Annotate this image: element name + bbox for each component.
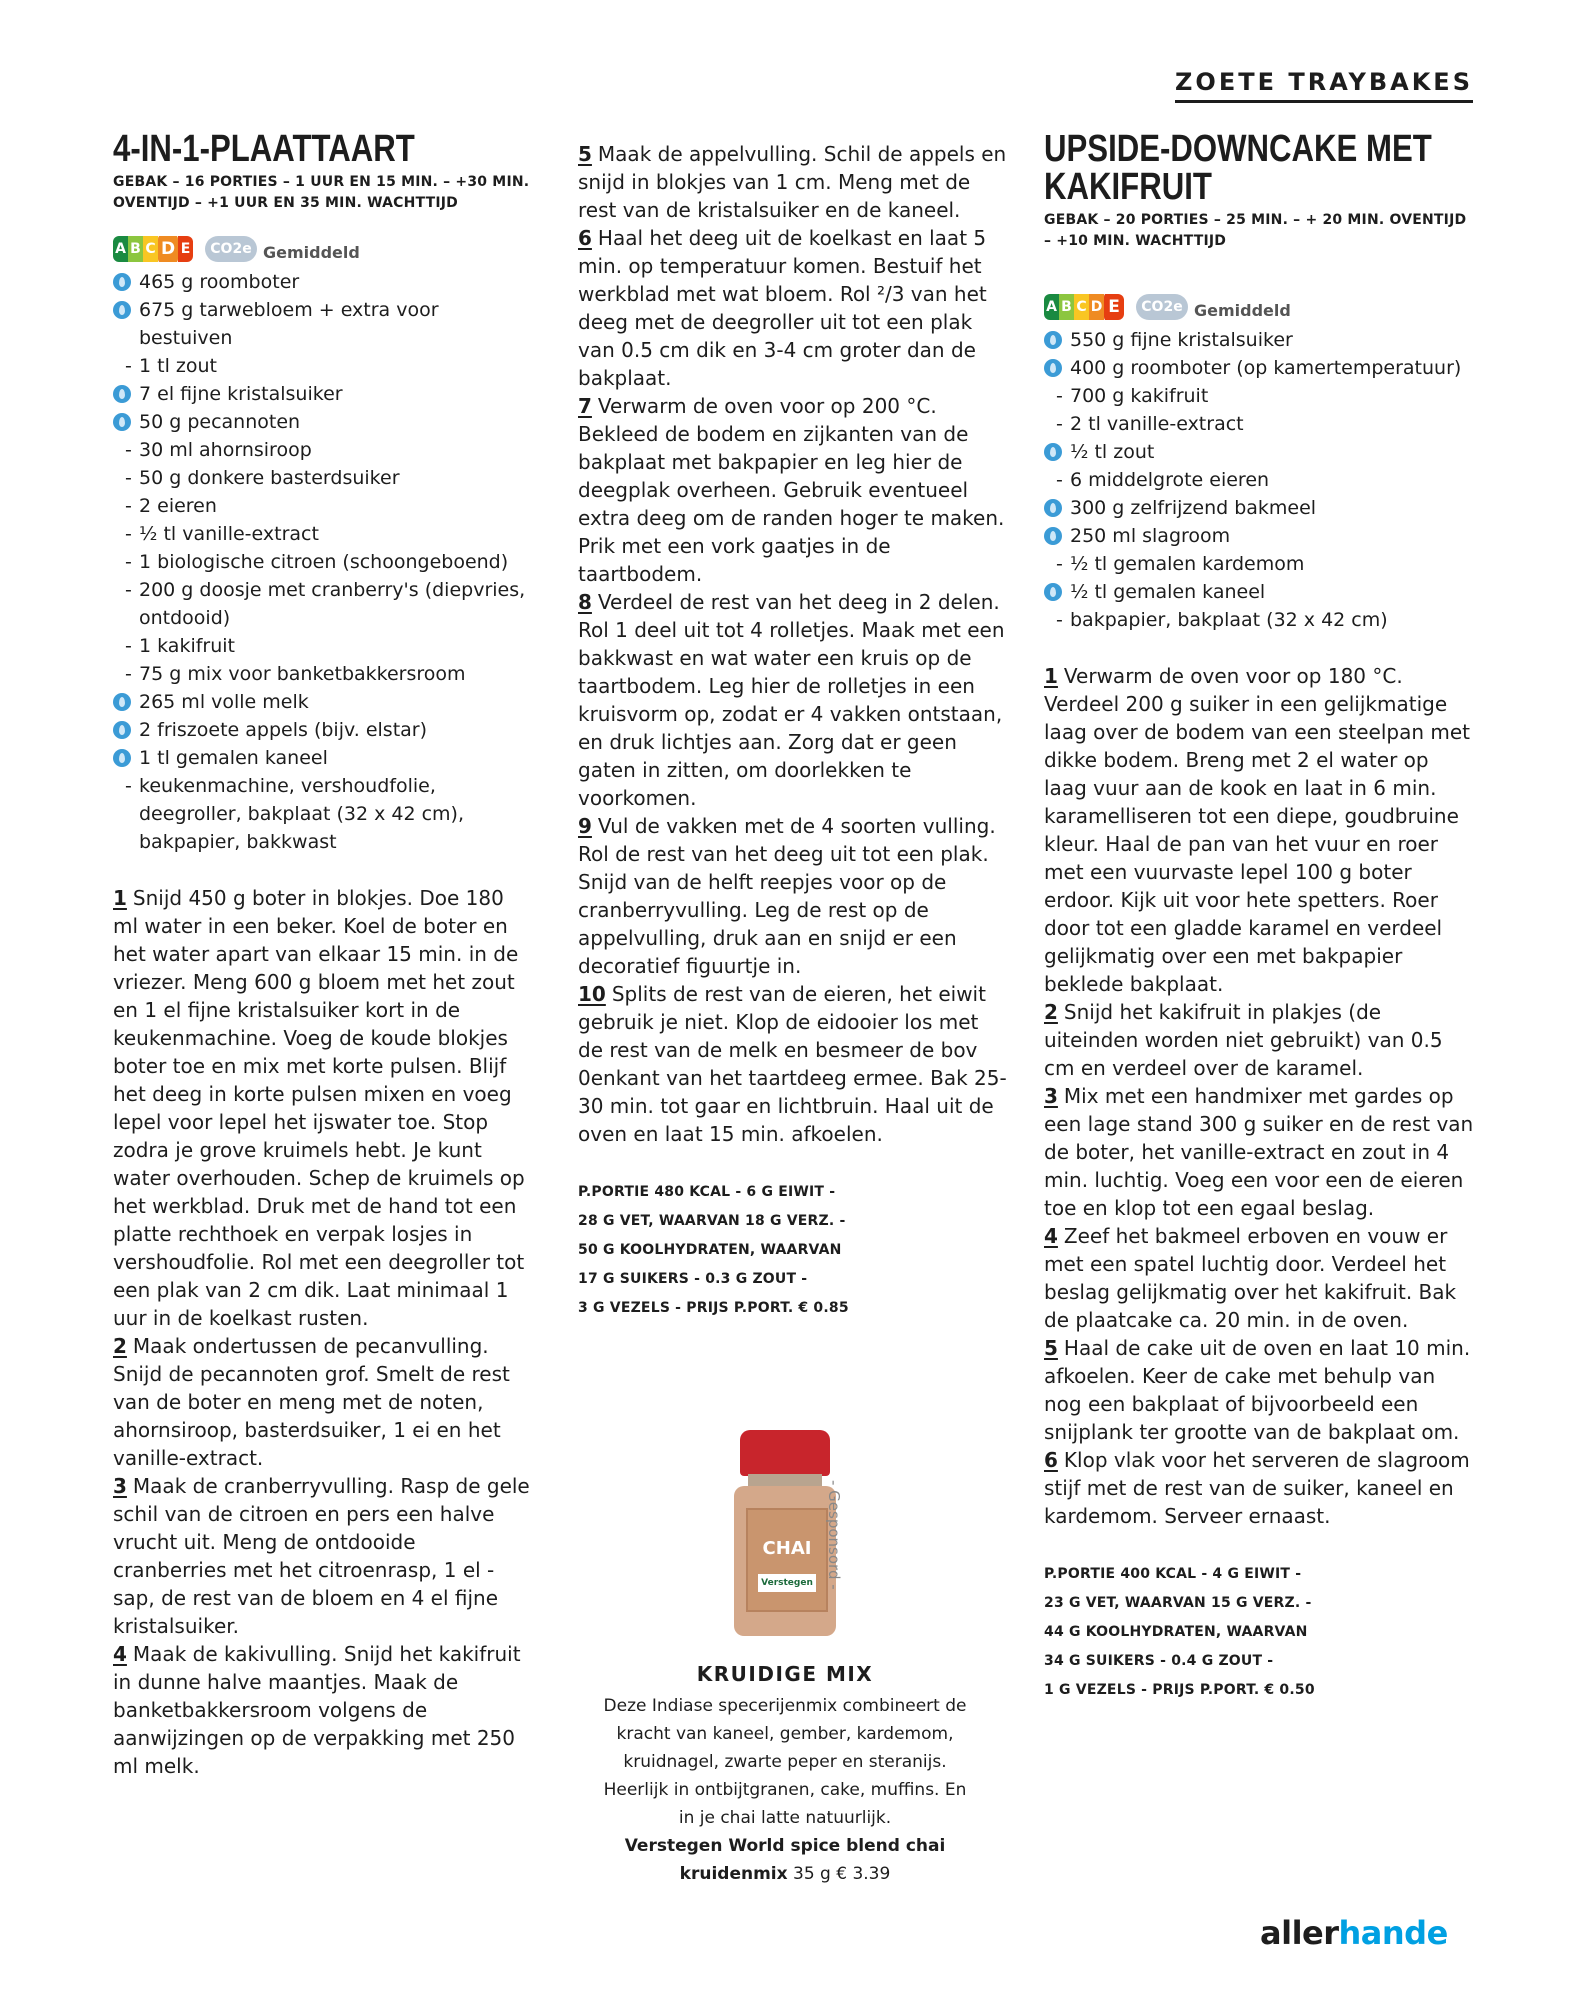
dash-icon: - [1056,413,1063,435]
recipe1-badges [113,228,533,262]
step-9 [578,812,1008,980]
ingredient-text: 2 eieren [139,495,217,517]
step-number: 6 [1044,1448,1058,1472]
nutri-score-d: D [158,236,178,262]
product-title: KRUIDIGE MIX [696,1662,874,1686]
recipe2-nutrition [1044,1560,1476,1705]
step-text: Snijd het kakifruit in plakjes (de uiteinden worden niet gebruikt) van 0.5 cm en verdeel over de karamel. [1044,1000,1443,1080]
step-text: Splits de rest van de eieren, het eiwit gebruik je niet. Klop de eidooier los met de rest van de melk en besmeer de bov 0enkant van het taartdeeg ermee. Bak 25-30 min. tot gaar en lichtbruin. Haal uit de oven en laat 15 min. afkoelen. [578,982,1007,1146]
ingredient-text: 200 g doosje met cranberry's (diepvries, ontdooid) [139,579,526,629]
dash-icon: - [125,355,132,377]
ingredient-text: ½ tl vanille-extract [139,523,319,545]
ingredient-drop-icon [113,749,131,767]
ingredient-text: ½ tl gemalen kardemom [1070,553,1305,575]
nutrition-line: 3 G VEZELS - PRIJS P.PORT. € 0.85 [578,1300,849,1316]
product-promo [600,1430,970,1888]
nutrition-line: 23 G VET, WAARVAN 15 G VERZ. - [1044,1595,1312,1611]
ingredient-text: 75 g mix voor banketbakkersroom [139,663,466,685]
recipe1-ingredients [113,268,533,856]
nutri-score [1044,294,1124,320]
ingredient-text: 700 g kakifruit [1070,385,1209,407]
step-text: Verwarm de oven voor op 200 °C. Bekleed de bodem en zijkanten van de bakplaat met bakpapier en leg hier de deegplak overheen. Gebruik eventueel extra deeg om de randen hoger te maken. Prik met een vork gaatjes in de taartbodem. [578,394,1005,586]
section-label: ZOETE TRAYBAKES [1175,68,1473,103]
recipe2-steps [1044,662,1476,1530]
nutrition-line: 17 G SUIKERS - 0.3 G ZOUT - [578,1271,808,1287]
ingredient-item [113,576,533,632]
step-number: 6 [578,226,592,250]
ingredient-drop-icon [1044,583,1062,601]
step-number: 1 [113,886,127,910]
step-text: Haal de cake uit de oven en laat 10 min. afkoelen. Keer de cake met behulp van nog een bakplaat of bijvoorbeeld een snijplank ter grootte van de bakplaat om. [1044,1336,1471,1444]
dash-icon: - [125,467,132,489]
dash-icon: - [125,551,132,573]
ingredient-text: 250 ml slagroom [1070,525,1231,547]
ingredient-item [1044,494,1476,522]
ingredient-text: 50 g donkere basterdsuiker [139,467,400,489]
recipe1-column-2 [578,140,1008,1323]
nutrition-line: P.PORTIE 480 KCAL - 6 G EIWIT - [578,1184,836,1200]
dash-icon: - [125,635,132,657]
ingredient-item [113,688,533,716]
ingredient-item [113,632,533,660]
ingredient-item [113,520,533,548]
step-text: Mix met een handmixer met gardes op een lage stand 300 g suiker en de rest van de boter, het vanille-extract en zout in 4 min. luchtig. Voeg een voor een de eieren toe en klop tot een egaal beslag. [1044,1084,1474,1220]
step-number: 2 [1044,1000,1058,1024]
nutri-score-e: E [1104,294,1124,320]
ingredient-item [1044,578,1476,606]
ingredient-drop-icon [1044,527,1062,545]
ingredient-text: 2 tl vanille-extract [1070,413,1244,435]
ingredient-item [1044,382,1476,410]
step-text: Snijd 450 g boter in blokjes. Doe 180 ml water in een beker. Koel de boter en het water apart van elkaar 15 min. in de vriezer. Meng 600 g bloem met het zout en 1 el fijne kristalsuiker kort in de keukenmachine. Voeg de koude blokjes boter toe en mix met korte pulsen. Blijf het deeg in korte pulsen mixen en voeg lepel voor lepel het ijswater toe. Stop zodra je grove kruimels hebt. Je kunt water overhouden. Schep de kruimels op het werkblad. Druk met de hand tot een platte rechthoek en verpak losjes in vershoudfolie. Rol met een deegroller tot een plak van 2 cm dik. Laat minimaal 1 uur in de koelkast rusten. [113,886,525,1330]
co2-label: Gemiddeld [1194,301,1291,320]
recipe2-title-line2: KAKIFRUIT [1044,166,1212,208]
ingredient-drop-icon [113,721,131,739]
ingredient-item [1044,326,1476,354]
ingredient-text: 30 ml ahornsiroop [139,439,312,461]
ingredient-item [113,464,533,492]
ingredient-drop-icon [1044,499,1062,517]
ingredient-item [1044,438,1476,466]
ingredient-drop-icon [1044,443,1062,461]
step-number: 5 [1044,1336,1058,1360]
dash-icon: - [125,439,132,461]
step-4 [113,1640,533,1780]
nutrition-line: 34 G SUIKERS - 0.4 G ZOUT - [1044,1653,1274,1669]
ingredient-item [113,268,533,296]
ingredient-text: 675 g tarwebloem + extra voor bestuiven [139,299,439,349]
step-1 [113,884,533,1332]
ingredient-item [113,492,533,520]
ingredient-item [113,772,533,856]
ingredient-item [113,716,533,744]
step-number: 4 [113,1642,127,1666]
ingredient-text: 1 biologische citroen (schoongeboend) [139,551,509,573]
ingredient-text: 265 ml volle melk [139,691,309,713]
step-3 [1044,1082,1476,1222]
ingredient-text: 400 g roomboter (op kamertemperatuur) [1070,357,1462,379]
ingredient-drop-icon [113,413,131,431]
ingredient-drop-icon [113,273,131,291]
step-number: 3 [1044,1084,1058,1108]
nutri-score-b: B [1059,294,1074,320]
step-2 [1044,998,1476,1082]
co2-label: Gemiddeld [263,243,360,262]
ingredient-text: 300 g zelfrijzend bakmeel [1070,497,1317,519]
nutrition-line: P.PORTIE 400 KCAL - 4 G EIWIT - [1044,1566,1302,1582]
product-name: Verstegen World spice blend chai kruidenmix 35 g € 3.39 [624,1836,946,1884]
ingredient-item [113,744,533,772]
product-description: Deze Indiase specerijenmix combineert de kracht van kaneel, gember, kardemom, kruidnagel, zwarte peper en steranijs. Heerlijk in ontbijtgranen, cake, muffins. En in je chai latte natuurlijk. [603,1696,967,1828]
nutri-score [113,236,193,262]
ingredient-item [113,352,533,380]
recipe2-ingredients [1044,326,1476,634]
step-number: 8 [578,590,592,614]
step-5 [1044,1334,1476,1446]
step-number: 7 [578,394,592,418]
ingredient-item [1044,410,1476,438]
step-text: Maak de cranberryvulling. Rasp de gele schil van de citroen en pers een halve vrucht uit. Meng de ontdooide cranberries met het citroenrasp, 1 el -sap, de rest van de bloem en 4 el fijne kristalsuiker. [113,1474,530,1638]
ingredient-drop-icon [1044,359,1062,377]
ingredient-text: 1 kakifruit [139,635,235,657]
ingredient-text: 1 tl gemalen kaneel [139,747,328,769]
step-text: Maak de kakivulling. Snijd het kakifruit in dunne halve maantjes. Maak de banketbakkersroom volgens de aanwijzingen op de verpakking met 250 ml melk. [113,1642,521,1778]
recipe1-steps-continued [578,140,1008,1148]
recipe1-nutrition [578,1178,1008,1323]
nutrition-line: 1 G VEZELS - PRIJS P.PORT. € 0.50 [1044,1682,1315,1698]
step-text: Haal het deeg uit de koelkast en laat 5 min. op temperatuur komen. Bestuif het werkblad met wat bloem. Rol ²/3 van het deeg met de deegroller uit tot een plak van 0.5 cm dik en 3-4 cm groter dan de bakplaat. [578,226,987,390]
dash-icon: - [125,775,132,797]
nutri-score-c: C [1074,294,1089,320]
step-number: 2 [113,1334,127,1358]
dash-icon: - [125,523,132,545]
step-text: Klop vlak voor het serveren de slagroom stijf met de rest van de suiker, kaneel en kardemom. Serveer ernaast. [1044,1448,1470,1528]
step-5 [578,140,1008,224]
recipe2-badges [1044,286,1476,320]
nutrition-line: 50 G KOOLHYDRATEN, WAARVAN [578,1242,842,1258]
product-price: 35 g € 3.39 [787,1864,891,1884]
ingredient-text: 1 tl zout [139,355,217,377]
dash-icon: - [1056,469,1063,491]
ingredient-item [113,660,533,688]
step-7 [578,392,1008,588]
co2-cloud-icon: CO2e [1136,294,1188,320]
step-number: 4 [1044,1224,1058,1248]
recipe2-meta: GEBAK – 20 PORTIES – 25 MIN. – + 20 MIN. OVENTIJD – +10 MIN. WACHTTIJD [1044,212,1467,249]
nutrition-line: 44 G KOOLHYDRATEN, WAARVAN [1044,1624,1308,1640]
recipe2-column [1044,130,1476,1705]
recipe1-steps [113,884,533,1780]
dash-icon: - [1056,609,1063,631]
step-6 [1044,1446,1476,1530]
step-3 [113,1472,533,1640]
recipe1-column [113,130,533,1780]
dash-icon: - [1056,385,1063,407]
ingredient-item [1044,466,1476,494]
ingredient-text: keukenmachine, vershoudfolie, deegroller, bakplaat (32 x 42 cm), bakpapier, bakkwast [139,775,465,853]
nutri-score-a: A [1044,294,1059,320]
step-10 [578,980,1008,1148]
ingredient-text: 7 el fijne kristalsuiker [139,383,343,405]
ingredient-item [113,436,533,464]
dash-icon: - [125,579,132,601]
step-2 [113,1332,533,1472]
ingredient-text: 6 middelgrote eieren [1070,469,1270,491]
ingredient-text: ½ tl zout [1070,441,1155,463]
step-text: Vul de vakken met de 4 soorten vulling. Rol de rest van het deeg uit tot een plak. Snijd van de helft reepjes voor op de cranberryvulling. Leg de rest op de appelvulling, druk aan en snijd er een decoratief figuurtje in. [578,814,996,978]
jar-label: CHAI [762,1538,812,1559]
ingredient-text: 550 g fijne kristalsuiker [1070,329,1293,351]
step-text: Zeef het bakmeel erboven en vouw er met een spatel luchtig door. Verdeel het beslag gelijkmatig over het kakifruit. Bak de plaatcake ca. 20 min. in de oven. [1044,1224,1457,1332]
step-8 [578,588,1008,812]
ingredient-item [1044,606,1476,634]
allerhande-logo: allerhande [1260,1914,1448,1952]
ingredient-drop-icon [113,693,131,711]
step-text: Verdeel de rest van het deeg in 2 delen. Rol 1 deel uit tot 4 rolletjes. Maak met een bakkwast en wat water een kruis op de taartbodem. Leg hier de rolletjes in een kruisvorm op, zodat er 4 vakken ontstaan, en druk lichtjes aan. Zorg dat er geen gaten in zitten, om doorlekken te voorkomen. [578,590,1005,810]
step-number: 10 [578,982,606,1006]
nutri-score-e: E [178,236,193,262]
dash-icon: - [125,663,132,685]
spice-jar-image [730,1430,840,1640]
step-1 [1044,662,1476,998]
ingredient-drop-icon [1044,331,1062,349]
sponsored-label: - Gesponsord - [825,1480,843,1590]
step-6 [578,224,1008,392]
ingredient-drop-icon [113,301,131,319]
ingredient-item [113,380,533,408]
ingredient-text: bakpapier, bakplaat (32 x 42 cm) [1070,609,1388,631]
jar-brand: Verstegen [758,1574,816,1592]
recipe1-title: 4-IN-1-PLAATTAART [113,128,415,170]
ingredient-text: 465 g roomboter [139,271,300,293]
dash-icon: - [1056,553,1063,575]
ingredient-item [113,548,533,576]
step-text: Maak de appelvulling. Schil de appels en snijd in blokjes van 1 cm. Meng met de rest van de kristalsuiker en de kaneel. [578,142,1007,222]
ingredient-text: 50 g pecannoten [139,411,301,433]
ingredient-item [113,296,533,352]
ingredient-text: 2 friszoete appels (bijv. elstar) [139,719,428,741]
co2-cloud-icon: CO2e [205,236,257,262]
ingredient-item [1044,550,1476,578]
nutri-score-c: C [143,236,158,262]
nutrition-line: 28 G VET, WAARVAN 18 G VERZ. - [578,1213,846,1229]
step-number: 1 [1044,664,1058,688]
step-number: 3 [113,1474,127,1498]
recipe2-title-line1: UPSIDE-DOWNCAKE MET [1044,128,1432,170]
ingredient-text: ½ tl gemalen kaneel [1070,581,1266,603]
step-number: 9 [578,814,592,838]
nutri-score-a: A [113,236,128,262]
step-text: Maak ondertussen de pecanvulling. Snijd de pecannoten grof. Smelt de rest van de boter en meng met de noten, ahornsiroop, basterdsuiker, 1 ei en het vanille-extract. [113,1334,510,1470]
ingredient-item [1044,354,1476,382]
step-text: Verwarm de oven voor op 180 °C. Verdeel 200 g suiker in een gelijkmatige laag over de bodem van een steelpan met dikke bodem. Breng met 2 el water op laag vuur aan de kook en laat in 6 min. karamelliseren tot een diepe, goudbruine kleur. Haal de pan van het vuur en roer met een vuurvaste lepel 100 g boter erdoor. Kijk uit voor hete spetters. Roer door tot een gladde karamel en verdeel gelijkmatig over een met bakpapier beklede bakplaat. [1044,664,1471,996]
ingredient-item [113,408,533,436]
dash-icon: - [125,495,132,517]
recipe1-meta: GEBAK – 16 PORTIES – 1 UUR EN 15 MIN. – +30 MIN. OVENTIJD – +1 UUR EN 35 MIN. WACHTTIJD [113,174,530,211]
step-4 [1044,1222,1476,1334]
step-number: 5 [578,142,592,166]
ingredient-drop-icon [113,385,131,403]
nutri-score-d: D [1089,294,1104,320]
ingredient-item [1044,522,1476,550]
nutri-score-b: B [128,236,143,262]
